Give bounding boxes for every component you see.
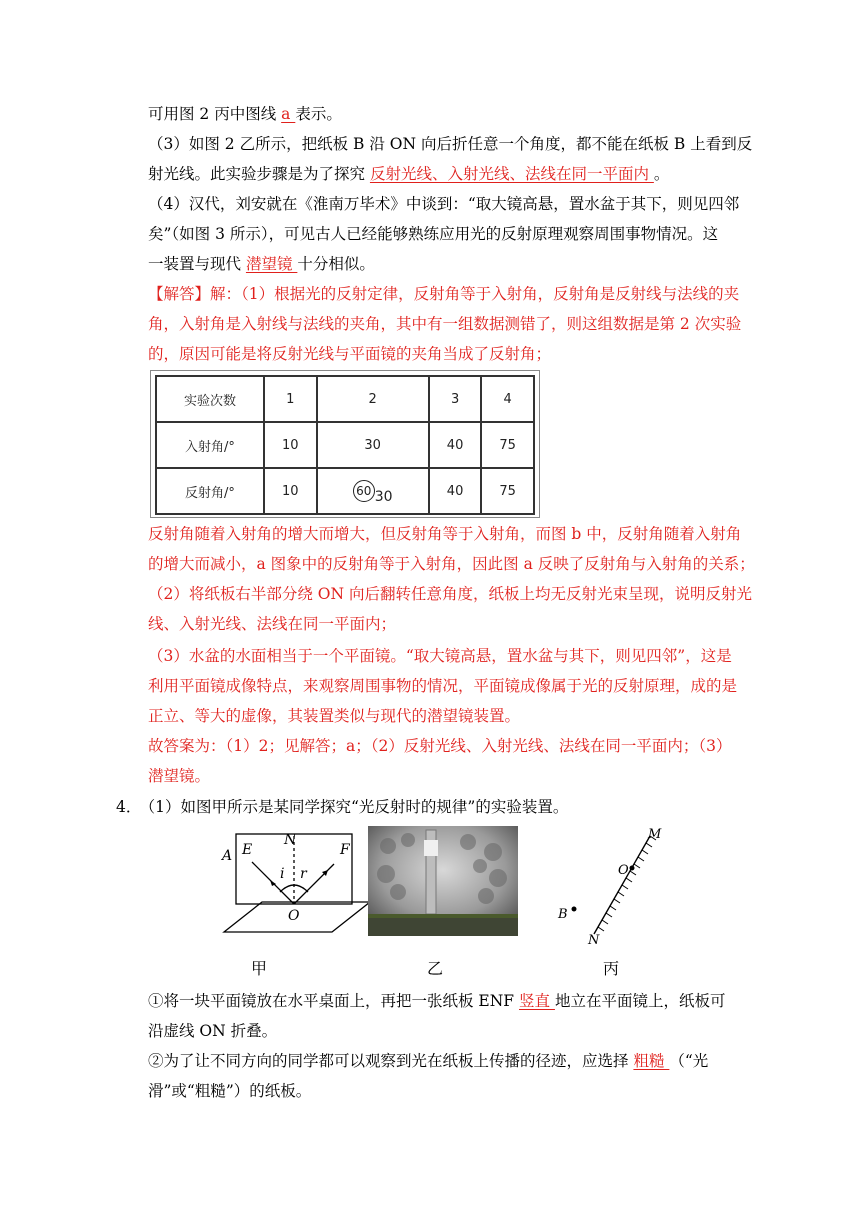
line-text: ①将一块平面镜放在水平桌面上，再把一张纸板 ENF (148, 992, 519, 1010)
table-cell: 实验次数 (156, 376, 264, 422)
table-cell-circled (317, 468, 429, 514)
data-table-image (150, 370, 540, 518)
line-text: （“光 (669, 1052, 709, 1070)
text-line (148, 104, 342, 124)
label-O: O (618, 863, 629, 878)
table-cell: 2 (317, 376, 429, 422)
table-cell: 4 (481, 376, 534, 422)
point-B (572, 907, 577, 912)
line-text: 射光线。此实验步骤是为了探究 (148, 165, 370, 183)
line-text: 地立在平面镜上，纸板可 (554, 992, 726, 1010)
circled-value: 60 (353, 480, 375, 502)
point-O (630, 866, 635, 871)
text-line (148, 1051, 708, 1071)
table-cell: 10 (264, 468, 317, 514)
data-table (155, 375, 535, 515)
answer-blank: 竖直 (519, 992, 555, 1010)
answer-line: 潜望镜。 (148, 767, 211, 785)
answer-line: 的增大而减小，a 图象中的反射角等于入射角，因此图 a 反映了反射角与入射角的关系； (148, 555, 755, 573)
answer-line: （2）将纸板右半部分绕 ON 向后翻转任意角度，纸板上均无反射光束呈现，说明反射光 (148, 585, 752, 603)
tower-receiver (424, 840, 438, 856)
label-i: i (280, 866, 285, 882)
caption-jia: 甲 (251, 959, 268, 978)
question-4-heading (116, 797, 568, 817)
answer-blank: 反射光线、入射光线、法线在同一平面内 (369, 165, 654, 183)
table-row (156, 468, 534, 514)
question-text: （1）如图甲所示是某同学探究“光反射时的规律”的实验装置。 (147, 798, 569, 816)
table-cell: 40 (429, 468, 482, 514)
answer-line: 的，原因可能是将反射光线与平面镜的夹角当成了反射角； (148, 345, 552, 363)
mirror-hatching (598, 836, 656, 931)
answer-line: 角，入射角是入射线与法线的夹角，其中有一组数据测错了，则这组数据是第 2 次实验 (148, 315, 742, 333)
label-B: B (558, 907, 568, 922)
answer-line: 线、入射光线、法线在同一平面内； (148, 615, 397, 633)
text-line: （4）汉代，刘安就在《淮南万毕术》中谈到：“取大镜高悬，置水盆于其下，则见四邻 (148, 195, 740, 213)
caption-yi: 乙 (427, 959, 444, 978)
answer-line: 利用平面镜成像特点，来观察周围事物的情况，平面镜成像属于光的反射原理，成的是 (148, 677, 738, 695)
answer-line: 【解答】解：（1）根据光的反射定律，反射角等于入射角，反射角是反射线与法线的夹 (148, 285, 740, 303)
answer-line: （3）水盆的水面相当于一个平面镜。“取大镜高悬，置水盆与其下，则见四邻”，这是 (148, 647, 732, 665)
table-cell: 反射角/° (156, 468, 264, 514)
figure-yi-solar-tower-photo (368, 826, 518, 936)
caption-bing: 丙 (603, 959, 620, 978)
table-cell: 30 (317, 422, 429, 468)
line-text: 一装置与现代 (148, 255, 246, 273)
line-text: ②为了让不同方向的同学都可以观察到光在纸板上传播的径迹，应选择 (148, 1052, 634, 1070)
correction-value: 30 (374, 489, 393, 505)
text-line (148, 254, 375, 274)
text-line: （3）如图 2 乙所示，把纸板 B 沿 ON 向后折任意一个角度，都不能在纸板 B 上看到反 (148, 135, 753, 153)
label-E: E (242, 842, 253, 858)
table-cell: 40 (429, 422, 482, 468)
answer-line: 正立、等大的虚像，其装置类似与现代的潜望镜装置。 (148, 707, 521, 725)
answer-line: 故答案为：（1）2；见解答；a；（2）反射光线、入射光线、法线在同一平面内；（3） (148, 737, 732, 755)
answer-blank: 潜望镜 (245, 255, 298, 273)
table-cell: 75 (481, 422, 534, 468)
line-text: 表示。 (295, 105, 342, 123)
text-line (148, 991, 725, 1011)
table-row (156, 422, 534, 468)
line-text: 十分相似。 (297, 255, 375, 273)
label-r: r (300, 866, 307, 882)
table-cell: 75 (481, 468, 534, 514)
label-N: N (588, 933, 600, 946)
table-cell: 3 (429, 376, 482, 422)
text-line: 沿虚线 ON 折叠。 (148, 1022, 278, 1040)
label-A: A (222, 848, 233, 864)
text-line: 矣”（如图 3 所示），可见古人已经能够熟练应用光的反射原理观察周围事物情况。这 (148, 225, 719, 243)
answer-line: 反射角随着入射角的增大而增大，但反射角等于入射角，而图 b 中，反射角随着入射角 (148, 525, 742, 543)
label-O: O (288, 908, 300, 924)
label-M: M (648, 827, 662, 842)
label-N: N (284, 832, 297, 848)
table-cell: 10 (264, 422, 317, 468)
table-cell: 入射角/° (156, 422, 264, 468)
answer-blank: 粗糙 (633, 1052, 670, 1070)
answer-blank: a (281, 105, 296, 123)
line-text: 可用图 2 丙中图线 (148, 105, 282, 123)
figure-jia-reflection-apparatus (218, 828, 378, 938)
text-line (148, 164, 669, 184)
question-number: 4． (116, 798, 142, 816)
table-row (156, 376, 534, 422)
figure-bing-mirror-diagram (554, 826, 664, 946)
label-F: F (340, 842, 350, 858)
text-line: 滑”或“粗糙”）的纸板。 (148, 1082, 312, 1100)
table-cell: 1 (264, 376, 317, 422)
line-text: 。 (653, 165, 670, 183)
